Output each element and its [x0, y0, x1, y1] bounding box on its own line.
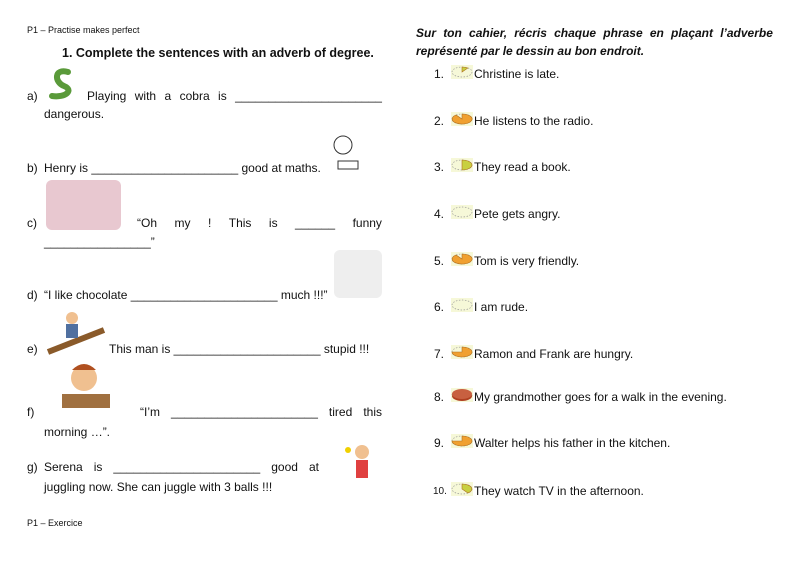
cheese-quantity-icon — [451, 65, 473, 79]
item-number: 5. — [434, 254, 445, 268]
sentence-text: They read a book. — [474, 160, 571, 174]
word: a — [164, 89, 172, 103]
sentence-text: Pete gets angry. — [474, 207, 561, 221]
word: funny — [352, 216, 382, 230]
word: Sur — [416, 26, 437, 40]
page-footer: P1 – Exercice — [27, 518, 83, 528]
word: Playing — [87, 89, 127, 103]
cheese-quantity-icon — [451, 482, 473, 496]
word: is — [93, 460, 103, 474]
item-a-line2: dangerous. — [44, 107, 105, 121]
blank: ______________________ — [171, 405, 318, 419]
sentence-text: Tom is very friendly. — [474, 254, 580, 268]
cobra-image — [46, 66, 80, 102]
item-number: 6. — [434, 300, 445, 314]
word: “Oh — [137, 216, 158, 230]
item-number: 2. — [434, 114, 445, 128]
item-number: 9. — [434, 436, 445, 450]
sentence-text: He listens to the radio. — [474, 114, 594, 128]
item-c-line2: ________________” — [44, 235, 155, 249]
word: en — [649, 26, 664, 40]
word: with — [134, 89, 157, 103]
word: is — [268, 216, 278, 230]
item-number: 8. — [434, 390, 445, 404]
blank: ______________________ — [113, 460, 261, 474]
item-f-line2: morning …”. — [44, 425, 111, 439]
word: ! — [207, 216, 212, 230]
item-d-text: “I like chocolate ______________________ much !!!” — [44, 288, 328, 302]
word: récris — [514, 26, 547, 40]
word: plaçant — [671, 26, 714, 40]
sentence-text: Christine is late. — [474, 67, 560, 81]
item-g-line2: juggling now. She can juggle with 3 balls !!! — [44, 480, 273, 494]
word: tired — [328, 405, 353, 419]
word: cobra — [179, 89, 210, 103]
sentence-text: My grandmother goes for a walk in the evening. — [474, 390, 727, 404]
word: this — [363, 405, 382, 419]
item-label: e) — [27, 342, 38, 356]
word: my — [174, 216, 191, 230]
item-c-line1 — [137, 216, 382, 230]
thinking-boy-image — [326, 123, 360, 173]
sentence-text: They watch TV in the afternoon. — [474, 484, 644, 498]
item-label: a) — [27, 89, 38, 103]
item-number: 10. — [433, 486, 447, 497]
blank: ______________________ — [235, 89, 382, 103]
item-b-text: Henry is ______________________ good at maths. — [44, 161, 321, 175]
page-header: P1 – Practise makes perfect — [27, 25, 140, 35]
word: Serena — [44, 460, 83, 474]
item-f-line1 — [140, 405, 382, 419]
cheese-quantity-icon — [451, 388, 473, 402]
word: “I’m — [140, 405, 160, 419]
word: phrase — [603, 26, 643, 40]
sentence-text: I am rude. — [474, 300, 529, 314]
instruction-line2: représenté par le dessin au bon endroit. — [416, 44, 645, 58]
cheese-quantity-icon — [451, 252, 473, 266]
exercise-title: 1. Complete the sentences with an adverb of degree. — [62, 46, 374, 60]
cheese-quantity-icon — [451, 298, 473, 312]
item-number: 1. — [434, 67, 445, 81]
item-label: c) — [27, 216, 37, 230]
word: cahier, — [469, 26, 508, 40]
word: good — [271, 460, 298, 474]
juggling-girl-image — [340, 440, 380, 492]
word: chaque — [554, 26, 597, 40]
item-label: b) — [27, 161, 38, 175]
item-label: f) — [27, 405, 35, 419]
cheese-quantity-icon — [451, 158, 473, 172]
cheese-quantity-icon — [451, 205, 473, 219]
surprised-people-image — [46, 180, 121, 230]
item-a-line1 — [87, 89, 382, 103]
word: This — [228, 216, 252, 230]
item-e-text: This man is ______________________ stupid !!! — [109, 342, 370, 356]
sentence-text: Ramon and Frank are hungry. — [474, 347, 634, 361]
cheese-quantity-icon — [451, 345, 473, 359]
sentence-text: Walter helps his father in the kitchen. — [474, 436, 671, 450]
man-on-branch-image — [44, 304, 112, 356]
cheese-quantity-icon — [451, 434, 473, 448]
item-number: 4. — [434, 207, 445, 221]
tired-boy-image — [56, 360, 116, 412]
blank: ______ — [295, 216, 336, 230]
word: at — [308, 460, 319, 474]
word: l’adverbe — [720, 26, 773, 40]
word: is — [218, 89, 227, 103]
word: ton — [443, 26, 462, 40]
item-g-line1 — [44, 460, 319, 474]
item-label: d) — [27, 288, 38, 302]
item-label: g) — [27, 460, 38, 474]
cheese-quantity-icon — [451, 112, 473, 126]
chocolate-girl-image — [334, 250, 382, 298]
item-number: 7. — [434, 347, 445, 361]
item-number: 3. — [434, 160, 445, 174]
instruction-line1 — [416, 26, 773, 40]
